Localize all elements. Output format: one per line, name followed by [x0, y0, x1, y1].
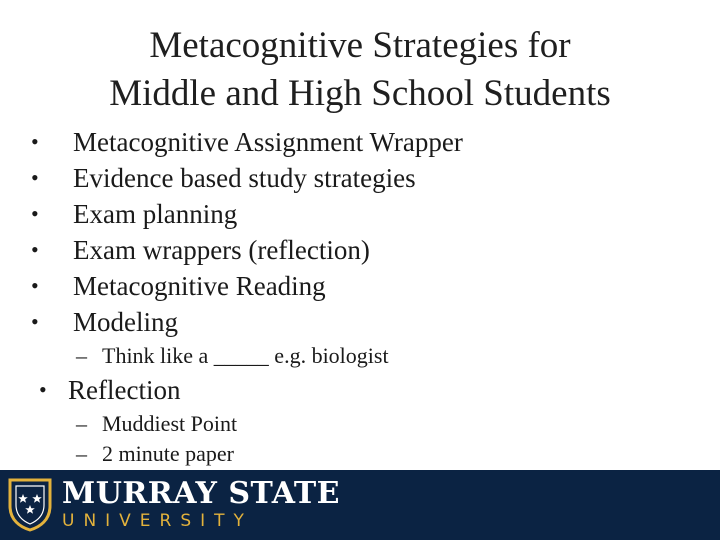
bullet-icon: • — [31, 273, 39, 298]
bullet-icon: • — [31, 129, 39, 154]
list-item-text: Metacognitive Reading — [73, 271, 326, 301]
bullet-icon: • — [39, 377, 47, 402]
sub-list-item-text: Muddiest Point — [102, 411, 238, 436]
slide-title-line-1: Metacognitive Strategies for — [149, 25, 571, 66]
footer-bar — [0, 470, 720, 540]
list-item-text: Evidence based study strategies — [73, 163, 416, 193]
bullet-icon: • — [31, 309, 39, 334]
list-item-text: Reflection — [68, 375, 181, 405]
dash-icon: – — [76, 441, 87, 466]
list-item-text: Exam wrappers (reflection) — [73, 235, 370, 265]
sub-list-item-text: 2 minute paper — [102, 441, 234, 466]
list-item-text: Metacognitive Assignment Wrapper — [73, 127, 463, 157]
slide-title-line-2: Middle and High School Students — [109, 73, 611, 114]
list-item-text: Exam planning — [73, 199, 238, 229]
sub-list-item-text: Think like a _____ e.g. biologist — [102, 343, 389, 368]
university-name: MURRAY STATE — [62, 476, 341, 511]
slide-title — [40, 22, 680, 118]
dash-icon: – — [76, 411, 87, 436]
shield-stars-icon — [8, 476, 52, 532]
list-item-text: Modeling — [73, 307, 178, 337]
university-subtitle: UNIVERSITY — [62, 511, 253, 531]
bullet-icon: • — [31, 165, 39, 190]
dash-icon: – — [76, 343, 87, 368]
bullet-icon: • — [31, 237, 39, 262]
bullet-icon: • — [31, 201, 39, 226]
